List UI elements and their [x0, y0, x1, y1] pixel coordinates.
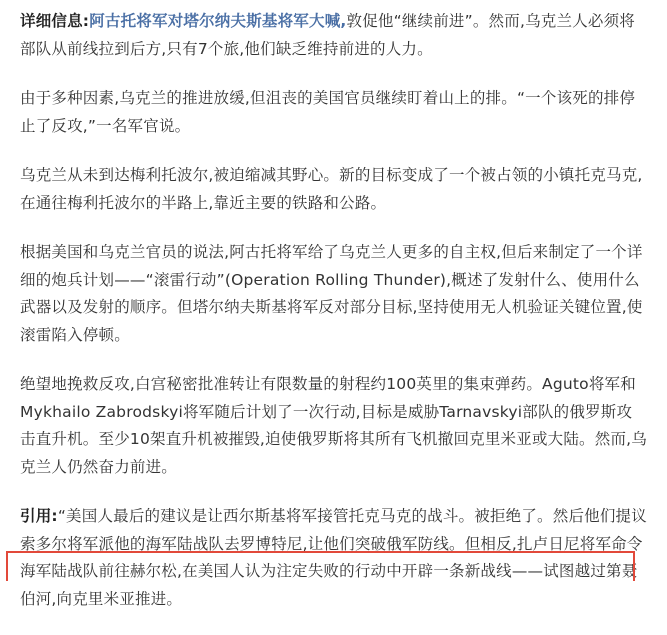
article-body — [20, 8, 647, 635]
paragraph-tokmak — [20, 162, 647, 217]
paragraph-text: 乌克兰从未到达梅利托波尔,被迫缩减其野心。新的目标变成了一个被占领的小镇托克马克,在通往梅利托波尔的半路上,靠近主要的铁路和公路。 — [20, 166, 643, 212]
paragraph-text: 敦促他“继续前进”。然而,乌克兰人必须将部队从前线拉到后方,只有7个旅,他们缺乏维持前进的人力。 — [20, 12, 635, 58]
paragraph-text: 根据美国和乌克兰官员的说法,阿古托将军给了乌克兰人更多的自主权,但后来制定了一个详细的炮兵计划——“滚雷行动”(Operation Rolling Thunder),概述了发射什么、使用什么武器以及发射的顺序。但塔尔纳夫斯基将军反对部分目标,坚持使用无人机验证关键位置,使滚雷陷入停顿。 — [20, 243, 643, 344]
paragraph-text: “美国人最后的建议是让西尔斯基将军接管托克马克的战斗。被拒绝了。然后他们提议索多尔将军派他的海军陆战队去罗博特尼,让他们突破俄军防线。但相反,扎卢日尼将军命令海军陆战队前往赫尔松,在美国人认为注定失败的行动中开辟一条新战线——试图越过第聂伯河,向克里米亚推进。 — [20, 507, 647, 608]
quote-label: 引用: — [20, 507, 58, 525]
paragraph-details — [20, 8, 647, 63]
highlighted-phrase: 阿古托将军对塔尔纳夫斯基将军大喊, — [89, 12, 347, 30]
paragraph-text: 绝望地挽救反攻,白宫秘密批准转让有限数量的射程约100英里的集束弹药。Aguto将军和Mykhailo Zabrodskyi将军随后计划了一次行动,目标是威胁Tarnavskyi部队的俄罗斯攻击直升机。至少10架直升机被摧毁,迫使俄罗斯将其所有飞机撤回克里米亚或大陆。然而,乌克兰人仍然奋力前进。 — [20, 375, 647, 476]
paragraph-platoon — [20, 85, 647, 140]
paragraph-rolling-thunder — [20, 239, 647, 349]
paragraph-cluster-munitions — [20, 371, 647, 481]
details-label: 详细信息: — [20, 12, 90, 30]
highlight-frame — [6, 551, 635, 581]
paragraph-text: 由于多种因素,乌克兰的推进放缓,但沮丧的美国官员继续盯着山上的排。“一个该死的排停止了反攻,”一名军官说。 — [20, 89, 636, 135]
